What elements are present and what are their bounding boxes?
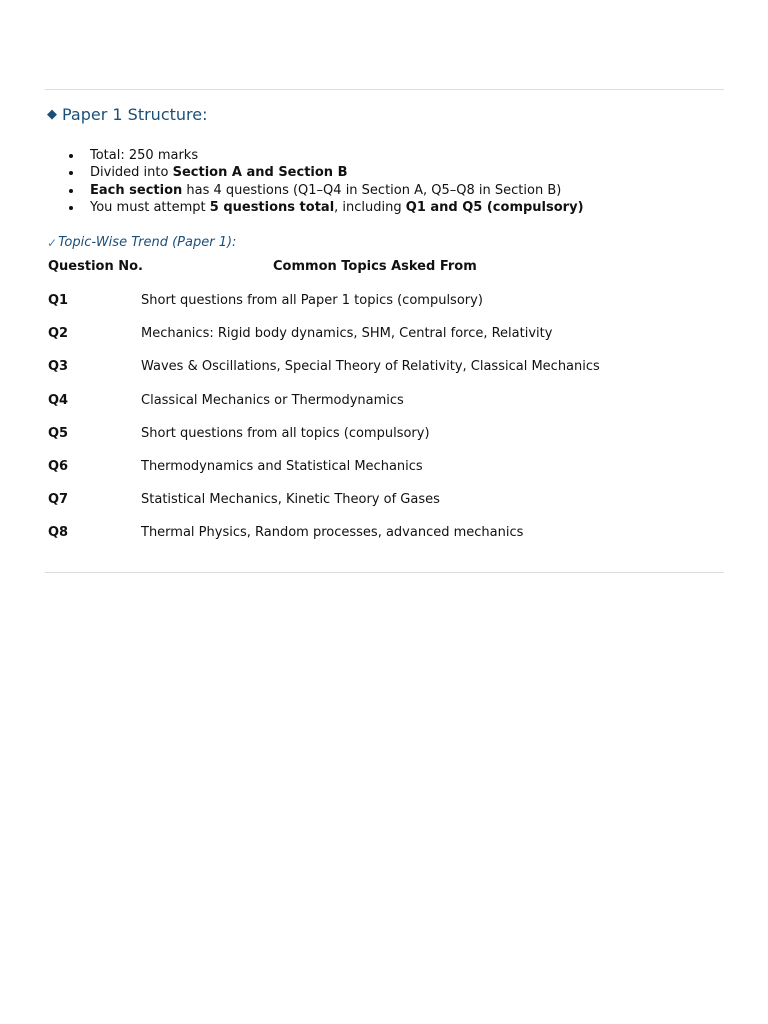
topics-cell: Classical Mechanics or Thermodynamics xyxy=(141,392,404,408)
section-heading-text: Paper 1 Structure: xyxy=(62,105,208,124)
header-common-topics: Common Topics Asked From xyxy=(273,259,477,274)
table-row xyxy=(48,326,708,359)
section-heading xyxy=(47,105,207,124)
header-question-no: Question No. xyxy=(48,259,143,274)
question-cell: Q8 xyxy=(48,525,69,541)
table-row xyxy=(48,492,708,525)
bold-text: Each section xyxy=(90,182,183,198)
question-cell: Q2 xyxy=(48,326,69,342)
table-row xyxy=(48,393,708,426)
topics-cell: Waves & Oscillations, Special Theory of Relativity, Classical Mechanics xyxy=(141,359,600,375)
question-cell: Q1 xyxy=(48,293,69,308)
question-cell: Q5 xyxy=(48,425,69,441)
structure-list xyxy=(64,147,584,216)
text: Total: 250 marks xyxy=(90,148,199,163)
table-row xyxy=(48,359,708,392)
text: Divided into xyxy=(90,165,173,181)
question-cell: Q6 xyxy=(48,458,69,474)
text: has 4 questions (Q1–Q4 in Section A, Q5–Q8 in Section B) xyxy=(182,182,562,198)
question-cell: Q3 xyxy=(48,359,69,375)
table-row xyxy=(48,426,708,459)
question-cell: Q7 xyxy=(48,492,69,508)
trend-heading-text: Topic-Wise Trend (Paper 1): xyxy=(58,235,237,250)
topics-cell: Short questions from all Paper 1 topics (compulsory) xyxy=(141,293,483,308)
topics-cell: Statistical Mechanics, Kinetic Theory of Gases xyxy=(141,492,440,508)
question-cell: Q4 xyxy=(48,392,69,408)
trend-heading xyxy=(47,235,236,250)
diamond-icon: ◆ xyxy=(47,107,57,122)
top-divider xyxy=(45,89,724,90)
topics-cell: Thermal Physics, Random processes, advanced mechanics xyxy=(141,525,524,541)
table-row xyxy=(48,525,708,558)
text: , including xyxy=(334,199,406,215)
list-item xyxy=(90,199,584,216)
list-item xyxy=(90,182,584,199)
topics-cell: Short questions from all topics (compulsory) xyxy=(141,425,430,441)
bold-text: Section A and Section B xyxy=(172,165,348,181)
bold-text: 5 questions total xyxy=(209,199,335,215)
topics-cell: Mechanics: Rigid body dynamics, SHM, Central force, Relativity xyxy=(141,326,553,342)
bottom-divider xyxy=(45,572,724,573)
table-body xyxy=(48,293,708,559)
checkmark-icon: ✓ xyxy=(47,235,58,250)
bold-text: Q1 and Q5 (compulsory) xyxy=(405,199,584,215)
table-row xyxy=(48,293,708,326)
list-item xyxy=(90,147,584,164)
table-row xyxy=(48,459,708,492)
list-item xyxy=(90,164,584,181)
text: You must attempt xyxy=(90,199,210,215)
topics-cell: Thermodynamics and Statistical Mechanics xyxy=(141,458,423,474)
table-header xyxy=(48,259,708,281)
topic-table xyxy=(48,259,708,541)
